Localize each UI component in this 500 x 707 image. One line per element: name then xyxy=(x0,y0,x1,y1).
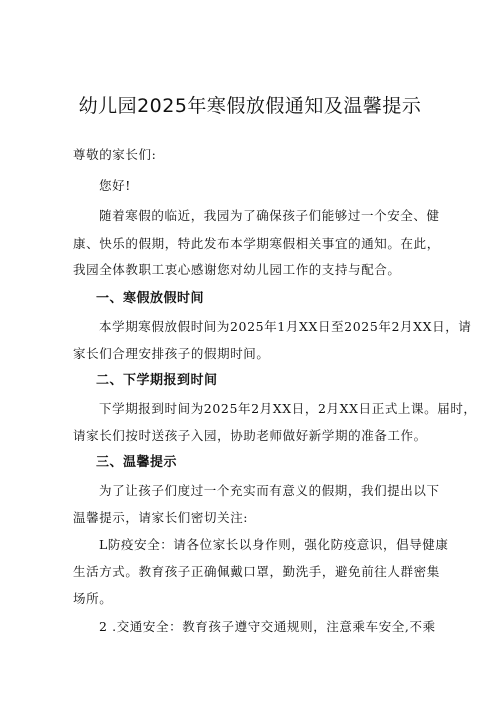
hello: 您好! xyxy=(99,178,131,193)
intro-line-2: 康、快乐的假期，特此发布本学期寒假相关事宜的通知。在此， xyxy=(73,236,440,251)
tip1-line-1: L防疫安全：请各位家长以身作则，强化防疫意识，倡导健康 xyxy=(99,537,449,552)
section1-line-1: 本学期寒假放假时间为2025年1月XX日至2025年2月XX日，请 xyxy=(99,319,472,334)
intro-line-1: 随着寒假的临近，我园为了确保孩子们能够过一个安全、健 xyxy=(99,208,440,223)
section3-line-1: 为了让孩子们度过一个充实而有意义的假期，我们提出以下 xyxy=(99,483,440,498)
section3-line-2: 温馨提示，请家长们密切关注: xyxy=(73,510,249,525)
tip2-line-1: 2 .交通安全：教育孩子遵守交通规则，注意乘车安全,不乘 xyxy=(99,619,436,634)
section-heading-registration: 二、下学期报到时间 xyxy=(96,373,218,388)
tip1-line-3: 场所。 xyxy=(73,591,113,606)
tip1-line-2: 生活方式。教育孩子正确佩戴口罩，勤洗手，避免前往人群密集 xyxy=(73,564,440,579)
document-title: 幼儿园2025年寒假放假通知及温馨提示 xyxy=(78,95,422,117)
section2-line-2: 请家长们按时送孩子入园，协助老师做好新学期的准备工作。 xyxy=(73,428,427,443)
intro-line-3: 我园全体教职工衷心感谢您对幼儿园工作的支持与配合。 xyxy=(73,262,401,277)
section-heading-winter-break: 一、寒假放假时间 xyxy=(96,291,205,306)
section1-line-2: 家长们合理安排孩子的假期时间。 xyxy=(73,346,270,361)
section2-line-1: 下学期报到时间为2025年2月XX日，2月XX日正式上课。届时， xyxy=(99,401,477,416)
section-heading-tips: 三、温馨提示 xyxy=(96,455,178,470)
greeting: 尊敬的家长们: xyxy=(73,147,157,162)
